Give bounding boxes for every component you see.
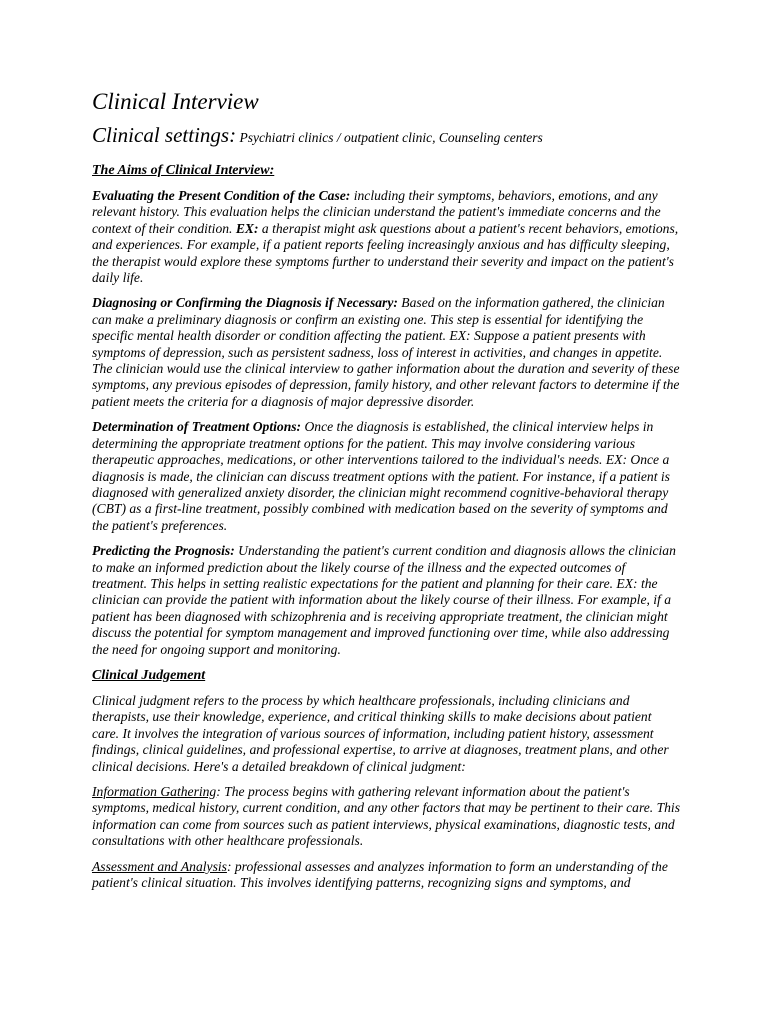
aim-body: Understanding the patient's current condition and diagnosis allows the clinician to make an informed prediction about the likely course of the illness and the expected outcomes of treatment. This helps in setting realistic expectations for the patient and planning for their care. EX: the clinician can provide the patient with information about the likely course of their illness. For example, if a patient has been diagnosed with schizophrenia and is receiving appropriate treatment, the clinician might discuss the potential for symptom management and improved functioning over time, while also addressing the need for ongoing support and monitoring. xyxy=(92,543,676,657)
aim-body: including their symptoms, behaviors, emotions, and any relevant history. This evaluation helps the clinician understand the patient's immediate concerns and the context of their condition. xyxy=(92,188,661,236)
document-page xyxy=(92,88,680,900)
aim-paragraph-evaluating xyxy=(92,188,680,286)
judgement-item-body: : professional assesses and analyzes information to form an understanding of the patient's clinical situation. This involves identifying patterns, recognizing signs and symptoms, and xyxy=(92,858,668,891)
document-title: Clinical Interview xyxy=(92,89,259,114)
judgement-item-information-gathering xyxy=(92,784,680,850)
judgement-intro-paragraph: Clinical judgment refers to the process by which healthcare professionals, including clinicians and therapists, use their knowledge, experience, and critical thinking skills to make decisions about patient care. It involves the integration of various sources of information, including patient history, assessment findings, clinical guidelines, and professional expertise, to arrive at diagnoses, treatment plans, and other clinical decisions. Here's a detailed breakdown of clinical judgment: xyxy=(92,692,669,774)
clinical-judgement-heading: Clinical Judgement xyxy=(92,667,206,683)
aims-heading: The Aims of Clinical Interview: xyxy=(92,163,275,178)
clinical-settings-label: Clinical settings: xyxy=(92,123,237,147)
clinical-settings-line xyxy=(92,122,680,151)
judgement-item-assessment-analysis xyxy=(92,859,680,892)
aim-ex-label: EX: xyxy=(235,220,259,236)
clinical-settings-value: Psychiatri clinics / outpatient clinic, Counseling centers xyxy=(236,130,543,145)
judgement-item-lead: Assessment and Analysis xyxy=(92,858,227,874)
aim-paragraph-prognosis xyxy=(92,543,680,658)
aim-lead: Diagnosing or Confirming the Diagnosis if Necessary: xyxy=(92,295,398,311)
aim-body: Once the diagnosis is established, the clinical interview helps in determining the appropriate treatment options for the patient. This may involve considering various therapeutic approaches, medications, or other interventions tailored to the individual's needs. EX: Once a diagnosis is made, the clinician can discuss treatment options with the patient. For instance, if a patient is diagnosed with generalized anxiety disorder, the clinician might recommend cognitive-behavioral therapy (CBT) as a first-line treatment, possibly combined with medication based on the severity of symptoms and the patient's preferences. xyxy=(92,419,670,533)
aim-paragraph-diagnosing xyxy=(92,295,680,410)
aim-body: Based on the information gathered, the clinician can make a preliminary diagnosis or confirm an existing one. This step is essential for identifying the specific mental health disorder or condition affecting the patient. EX: Suppose a patient presents with symptoms of depression, such as persistent sadness, loss of interest in activities, and changes in appetite. The clinician would use the clinical interview to gather information about the duration and severity of these symptoms, any previous episodes of depression, family history, and other relevant factors to determine if the patient meets the criteria for a diagnosis of major depressive disorder. xyxy=(92,295,680,409)
aim-lead: Evaluating the Present Condition of the Case: xyxy=(92,188,351,203)
aim-body-continued: a therapist might ask questions about a patient's recent behaviors, emotions, and experiences. For example, if a patient reports feeling increasingly anxious and has difficulty sleeping, the therapist would explore these symptoms further to understand their severity and impact on the patient's daily life. xyxy=(92,220,679,286)
aim-paragraph-treatment xyxy=(92,419,680,534)
aim-lead: Predicting the Prognosis: xyxy=(92,543,235,559)
judgement-item-body: : The process begins with gathering relevant information about the patient's symptoms, medical history, current condition, and any other factors that may be pertinent to their care. This information can come from sources such as patient interviews, physical examinations, diagnostic tests, and consultations with other healthcare professionals. xyxy=(92,784,680,849)
aim-lead: Determination of Treatment Options: xyxy=(92,419,302,435)
judgement-item-lead: Information Gathering xyxy=(92,784,217,799)
